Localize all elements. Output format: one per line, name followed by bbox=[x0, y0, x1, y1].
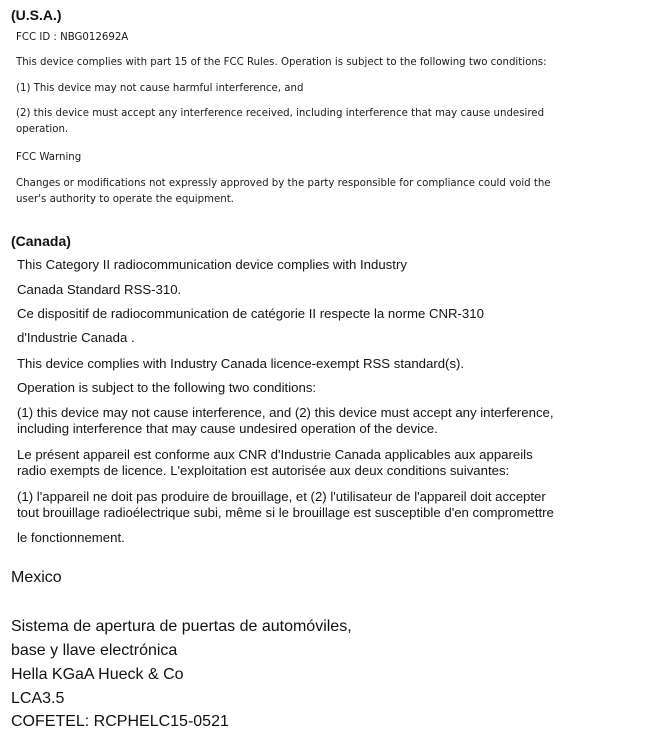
usa-heading: (U.S.A.) bbox=[11, 7, 62, 23]
canada-line: (1) this device may not cause interference, and (2) this device must accept any interference, bbox=[17, 405, 554, 420]
mexico-heading: Mexico bbox=[11, 569, 62, 586]
fcc-compliance-statement: This device complies with part 15 of the FCC Rules. Operation is subject to the following two conditions: bbox=[16, 57, 547, 68]
mexico-line: Sistema de apertura de puertas de automóviles, bbox=[11, 618, 352, 635]
mexico-line: LCA3.5 bbox=[11, 690, 65, 707]
fcc-warning-line-1: Changes or modifications not expressly approved by the party responsible for compliance could void the bbox=[16, 178, 551, 189]
canada-line: tout brouillage radioélectrique subi, même si le brouillage est susceptible d'en compromettre bbox=[17, 505, 554, 520]
canada-line: Le présent appareil est conforme aux CNR d'Industrie Canada applicables aux appareils bbox=[17, 447, 533, 462]
canada-line: Canada Standard RSS-310. bbox=[17, 282, 182, 297]
canada-line: (1) l'appareil ne doit pas produire de brouillage, et (2) l'utilisateur de l'appareil doit accepter bbox=[17, 489, 546, 504]
fcc-condition-1: (1) This device may not cause harmful interference, and bbox=[16, 83, 304, 94]
mexico-line: base y llave electrónica bbox=[11, 642, 178, 659]
canada-line: This Category II radiocommunication device complies with Industry bbox=[17, 257, 407, 272]
fcc-warning-line-2: user's authority to operate the equipment. bbox=[16, 194, 234, 205]
mexico-line: COFETEL: RCPHELC15-0521 bbox=[11, 713, 229, 730]
fcc-condition-2-line-2: operation. bbox=[16, 124, 69, 135]
canada-line: including interference that may cause undesired operation of the device. bbox=[17, 421, 438, 436]
fcc-warning-title: FCC Warning bbox=[16, 152, 82, 163]
canada-line: Operation is subject to the following two conditions: bbox=[17, 380, 317, 395]
fcc-id: FCC ID : NBG012692A bbox=[16, 32, 129, 43]
canada-line: d'Industrie Canada . bbox=[17, 330, 135, 345]
canada-heading: (Canada) bbox=[11, 233, 71, 249]
canada-line: This device complies with Industry Canada licence-exempt RSS standard(s). bbox=[17, 356, 465, 371]
canada-line: Ce dispositif de radiocommunication de catégorie II respecte la norme CNR-310 bbox=[17, 306, 484, 321]
mexico-line: Hella KGaA Hueck & Co bbox=[11, 666, 184, 683]
fcc-condition-2-line-1: (2) this device must accept any interference received, including interference that may cause undesired bbox=[16, 108, 545, 119]
canada-line: radio exempts de licence. L'exploitation est autorisée aux deux conditions suivantes: bbox=[17, 463, 510, 478]
canada-line: le fonctionnement. bbox=[17, 530, 125, 545]
